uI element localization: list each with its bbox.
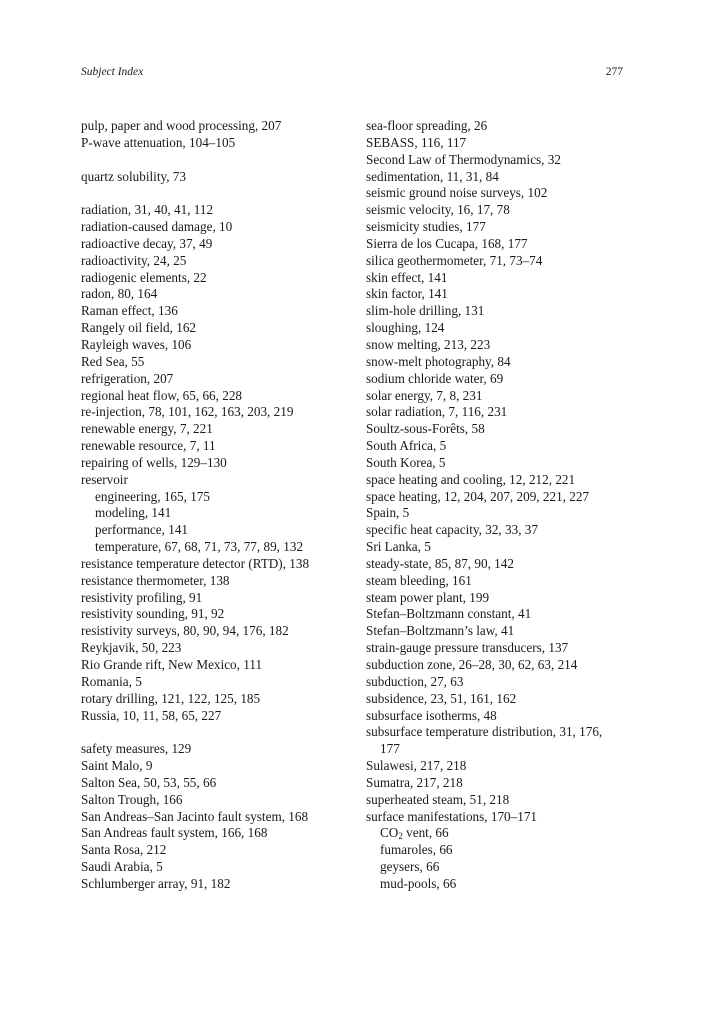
index-entry: seismic ground noise surveys, 102 bbox=[366, 185, 548, 201]
index-entry: snow-melt photography, 84 bbox=[366, 353, 511, 369]
index-entry: Romania, 5 bbox=[81, 673, 142, 689]
subentry-text: CO bbox=[380, 825, 399, 841]
index-entry: silica geothermometer, 71, 73–74 bbox=[366, 252, 543, 268]
index-entry: resistance thermometer, 138 bbox=[81, 572, 230, 588]
index-entry: pulp, paper and wood processing, 207 bbox=[81, 118, 282, 133]
index-entry: subsidence, 23, 51, 161, 162 bbox=[366, 690, 517, 706]
index-entry: solar radiation, 7, 116, 231 bbox=[366, 404, 508, 420]
index-entry: radon, 80, 164 bbox=[81, 286, 158, 302]
index-entry: radiogenic elements, 22 bbox=[81, 269, 207, 285]
page-number: 277 bbox=[605, 66, 623, 78]
index-entry: radiation, 31, 40, 41, 112 bbox=[81, 202, 214, 218]
index-entry: sloughing, 124 bbox=[366, 320, 445, 336]
index-subentry: modeling, 141 bbox=[95, 505, 172, 521]
index-entry: Spain, 5 bbox=[366, 505, 410, 521]
index-subentry: fumaroles, 66 bbox=[380, 842, 453, 858]
index-entry: seismic velocity, 16, 17, 78 bbox=[366, 202, 510, 218]
index-entry: Soultz-sous-Forêts, 58 bbox=[366, 421, 485, 437]
index-entry: Saudi Arabia, 5 bbox=[81, 859, 163, 875]
index-entry: resistivity sounding, 91, 92 bbox=[81, 606, 225, 622]
index-entry: skin effect, 141 bbox=[366, 269, 448, 285]
index-entry: Santa Rosa, 212 bbox=[81, 842, 167, 858]
index-entry: solar energy, 7, 8, 231 bbox=[366, 387, 483, 403]
index-gap bbox=[81, 152, 361, 169]
index-entry: strain-gauge pressure transducers, 137 bbox=[366, 640, 569, 656]
index-entry: slim-hole drilling, 131 bbox=[366, 303, 485, 319]
index-entry: SEBASS, 116, 117 bbox=[366, 134, 467, 150]
index-entry: San Andreas–San Jacinto fault system, 168 bbox=[81, 808, 309, 824]
subentry-text: vent, 66 bbox=[402, 825, 449, 841]
index-entry: Sri Lanka, 5 bbox=[366, 539, 431, 555]
index-entry: skin factor, 141 bbox=[366, 286, 448, 302]
index-entry: sea-floor spreading, 26 bbox=[366, 118, 488, 133]
index-entry: repairing of wells, 129–130 bbox=[81, 454, 227, 470]
index-entry: resistance temperature detector (RTD), 138 bbox=[81, 555, 310, 571]
index-entry: Rangely oil field, 162 bbox=[81, 320, 197, 336]
index-entry: space heating and cooling, 12, 212, 221 bbox=[366, 471, 576, 487]
index-entry: Sumatra, 217, 218 bbox=[366, 774, 463, 790]
subscript: 2 bbox=[398, 831, 403, 842]
index-entry: Sierra de los Cucapa, 168, 177 bbox=[366, 235, 528, 251]
index-entry: Salton Trough, 166 bbox=[81, 791, 183, 807]
index-entry: subsurface isotherms, 48 bbox=[366, 707, 497, 723]
index-entry: subsurface temperature distribution, 31, 176, bbox=[366, 724, 603, 740]
index-entry: regional heat flow, 65, 66, 228 bbox=[81, 387, 243, 403]
index-entry: steady-state, 85, 87, 90, 142 bbox=[366, 555, 514, 571]
index-subentry: mud-pools, 66 bbox=[380, 875, 457, 891]
index-entry: specific heat capacity, 32, 33, 37 bbox=[366, 522, 538, 538]
index-entry: quartz solubility, 73 bbox=[81, 168, 186, 184]
index-entry: sedimentation, 11, 31, 84 bbox=[366, 168, 499, 184]
index-subentry: engineering, 165, 175 bbox=[95, 488, 210, 504]
index-entry: Raman effect, 136 bbox=[81, 303, 178, 319]
running-header-title: Subject Index bbox=[81, 66, 144, 78]
index-entry: renewable resource, 7, 11 bbox=[81, 438, 216, 454]
index-entry: radioactivity, 24, 25 bbox=[81, 252, 187, 268]
index-entry: seismicity studies, 177 bbox=[366, 219, 486, 235]
index-entry: superheated steam, 51, 218 bbox=[366, 791, 510, 807]
index-entry: refrigeration, 207 bbox=[81, 370, 174, 386]
index-subentry: geysers, 66 bbox=[380, 859, 440, 875]
running-header bbox=[81, 66, 623, 82]
index-entry-continuation: 177 bbox=[380, 741, 400, 757]
index-entry: steam bleeding, 161 bbox=[366, 572, 472, 588]
index-column-right bbox=[366, 118, 631, 893]
index-entry: radiation-caused damage, 10 bbox=[81, 219, 233, 235]
index-gap bbox=[81, 185, 361, 202]
index-entry: renewable energy, 7, 221 bbox=[81, 421, 213, 437]
index-entry: Stefan–Boltzmann’s law, 41 bbox=[366, 623, 515, 639]
index-entry: Second Law of Thermodynamics, 32 bbox=[366, 151, 561, 167]
index-entry: Rio Grande rift, New Mexico, 111 bbox=[81, 657, 263, 672]
index-entry: South Africa, 5 bbox=[366, 438, 447, 454]
index-entry: surface manifestations, 170–171 bbox=[366, 808, 538, 824]
index-entry: San Andreas fault system, 166, 168 bbox=[81, 825, 268, 841]
index-entry: safety measures, 129 bbox=[81, 741, 192, 757]
index-entry: space heating, 12, 204, 207, 209, 221, 227 bbox=[366, 488, 590, 504]
index-entry: Rayleigh waves, 106 bbox=[81, 336, 192, 352]
index-entry: snow melting, 213, 223 bbox=[366, 336, 491, 352]
index-entry: Russia, 10, 11, 58, 65, 227 bbox=[81, 707, 222, 723]
index-entry: resistivity profiling, 91 bbox=[81, 589, 203, 605]
index-entry: subduction zone, 26–28, 30, 62, 63, 214 bbox=[366, 657, 578, 672]
index-subentry: temperature, 67, 68, 71, 73, 77, 89, 132 bbox=[95, 539, 304, 555]
index-entry: radioactive decay, 37, 49 bbox=[81, 235, 213, 251]
index-entry: Sulawesi, 217, 218 bbox=[366, 758, 467, 774]
index-entry: re-injection, 78, 101, 162, 163, 203, 219 bbox=[81, 404, 294, 420]
index-entry: Saint Malo, 9 bbox=[81, 758, 153, 774]
index-entry: P-wave attenuation, 104–105 bbox=[81, 134, 236, 150]
index-entry: Reykjavik, 50, 223 bbox=[81, 640, 182, 656]
index-column-left bbox=[81, 118, 361, 893]
index-entry: Salton Sea, 50, 53, 55, 66 bbox=[81, 774, 217, 790]
index-entry: subduction, 27, 63 bbox=[366, 673, 464, 689]
index-entry: rotary drilling, 121, 122, 125, 185 bbox=[81, 690, 261, 706]
index-gap bbox=[81, 724, 361, 741]
index-entry: steam power plant, 199 bbox=[366, 589, 490, 605]
index-subentry: performance, 141 bbox=[95, 522, 189, 538]
index-entry: reservoir bbox=[81, 471, 128, 487]
index-entry: South Korea, 5 bbox=[366, 454, 446, 470]
index-entry: Schlumberger array, 91, 182 bbox=[81, 875, 231, 891]
index-entry: Stefan–Boltzmann constant, 41 bbox=[366, 606, 532, 622]
index-entry: resistivity surveys, 80, 90, 94, 176, 182 bbox=[81, 623, 289, 639]
index-entry: sodium chloride water, 69 bbox=[366, 370, 504, 386]
index-entry: Red Sea, 55 bbox=[81, 353, 145, 369]
index-subentry bbox=[366, 825, 631, 842]
